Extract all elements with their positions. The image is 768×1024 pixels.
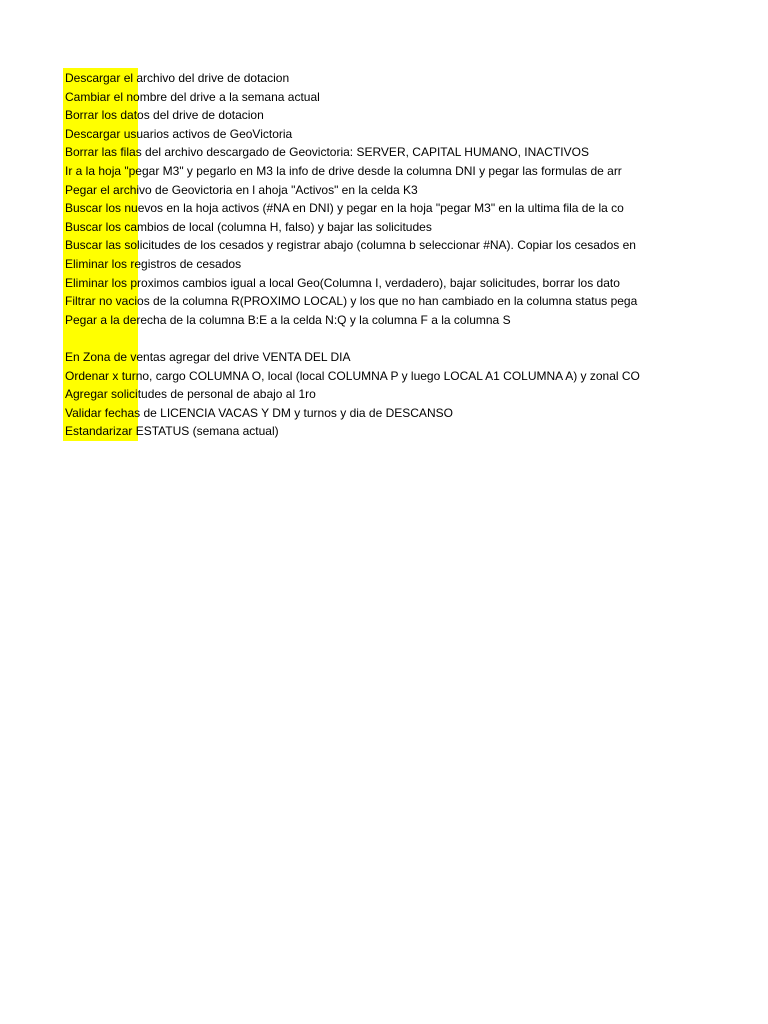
instruction-line: Cambiar el nombre del drive a la semana actual: [65, 89, 320, 104]
instruction-line: Pegar a la derecha de la columna B:E a la celda N:Q y la columna F a la columna S: [65, 312, 511, 327]
instruction-line: Pegar el archivo de Geovictoria en l ahoja "Activos" en la celda K3: [65, 182, 418, 197]
instruction-line: Filtrar no vacios de la columna R(PROXIMO LOCAL) y los que no han cambiado en la columna status pega: [65, 294, 638, 309]
instruction-line: Estandarizar ESTATUS (semana actual): [65, 424, 279, 439]
instruction-line: Descargar usuarios activos de GeoVictoria: [65, 126, 293, 141]
instruction-list: [65, 69, 658, 441]
instruction-line: Ir a la hoja "pegar M3" y pegarlo en M3 la info de drive desde la columna DNI y pegar las formulas de arr: [65, 163, 622, 178]
instruction-line: Borrar las filas del archivo descargado de Geovictoria: SERVER, CAPITAL HUMANO, INACTIVOS: [65, 145, 589, 160]
blank-line: [65, 329, 658, 348]
instruction-line: Descargar el archivo del drive de dotacion: [65, 71, 290, 85]
instruction-line: Agregar solicitudes de personal de abajo al 1ro: [65, 387, 316, 402]
instruction-line: Borrar los datos del drive de dotacion: [65, 108, 264, 123]
instruction-line: Buscar los nuevos en la hoja activos (#NA en DNI) y pegar en la hoja "pegar M3" en la ultima fila de la co: [65, 201, 624, 216]
instruction-line: Ordenar x turno, cargo COLUMNA O, local (local COLUMNA P y luego LOCAL A1 COLUMNA A) y zonal CO: [65, 368, 640, 383]
instruction-line: Buscar las solicitudes de los cesados y registrar abajo (columna b seleccionar #NA). Copiar los cesados en: [65, 238, 636, 253]
instruction-line: Eliminar los proximos cambios igual a local Geo(Columna I, verdadero), bajar solicitudes, borrar los dato: [65, 275, 620, 290]
instruction-line: Validar fechas de LICENCIA VACAS Y DM y turnos y dia de DESCANSO: [65, 405, 453, 420]
instruction-line: Buscar los cambios de local (columna H, falso) y bajar las solicitudes: [65, 219, 432, 234]
instruction-line: En Zona de ventas agregar del drive VENTA DEL DIA: [65, 349, 351, 364]
instruction-line: Eliminar los registros de cesados: [65, 256, 242, 271]
